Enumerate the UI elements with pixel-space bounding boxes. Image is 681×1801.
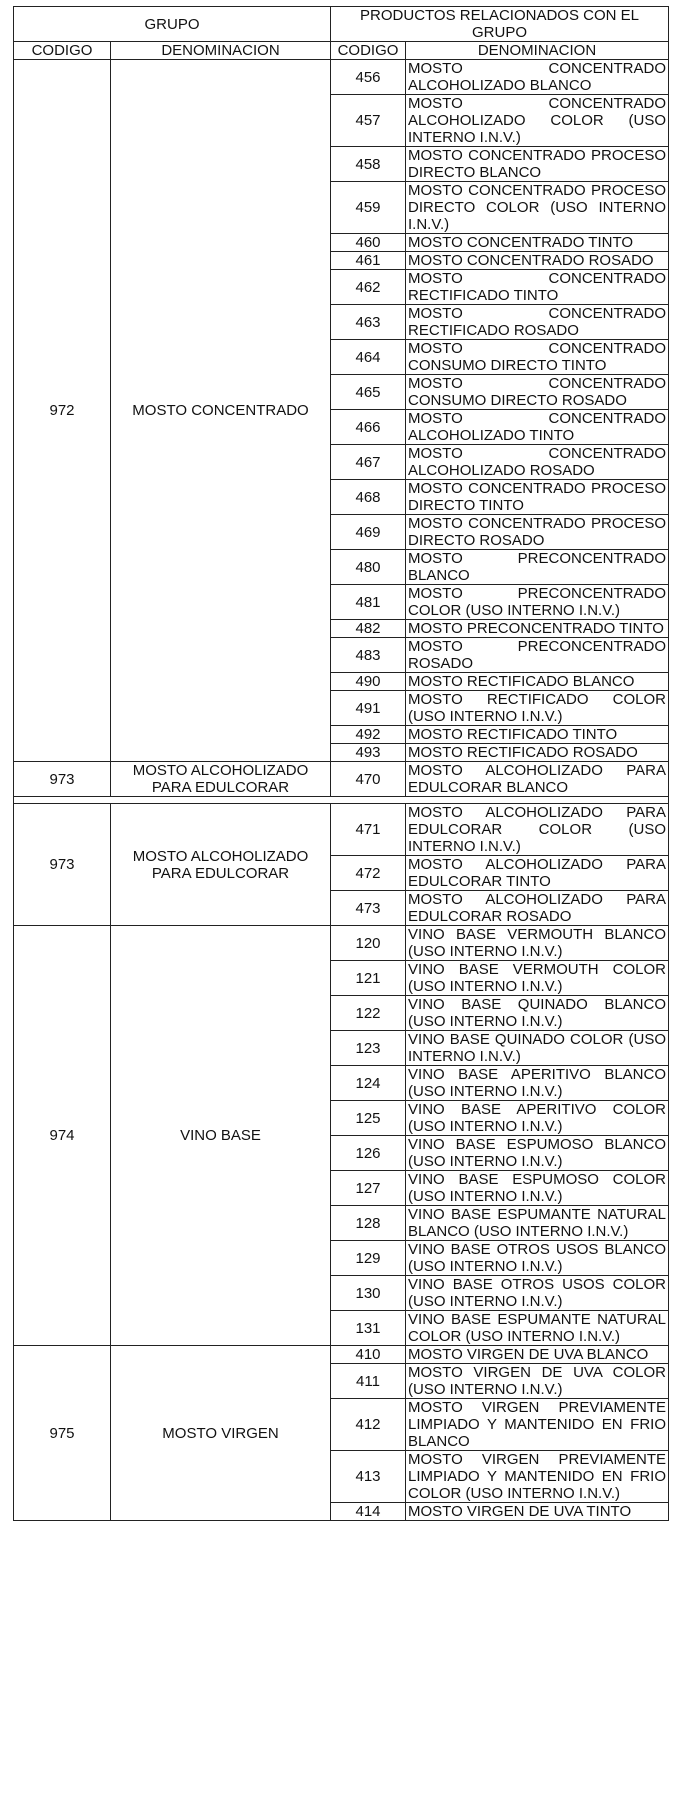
product-name: MOSTO PRECONCENTRADO BLANCO [406, 550, 669, 585]
product-code: 460 [331, 234, 406, 252]
header-grupo: GRUPO [14, 7, 331, 42]
product-name: MOSTO PRECONCENTRADO COLOR (USO INTERNO I.N.V.) [406, 585, 669, 620]
product-code: 491 [331, 691, 406, 726]
product-code: 459 [331, 182, 406, 234]
product-code: 467 [331, 445, 406, 480]
product-code: 128 [331, 1206, 406, 1241]
product-code: 465 [331, 375, 406, 410]
header-codigo: CODIGO [14, 42, 111, 60]
product-name: MOSTO CONCENTRADO TINTO [406, 234, 669, 252]
group-name: MOSTO ALCOHOLIZADO PARA EDULCORAR [111, 762, 331, 797]
product-name: MOSTO CONCENTRADO ROSADO [406, 252, 669, 270]
product-name: VINO BASE OTROS USOS COLOR (USO INTERNO I.N.V.) [406, 1276, 669, 1311]
product-code: 414 [331, 1503, 406, 1521]
product-code: 473 [331, 891, 406, 926]
group-code: 974 [14, 926, 111, 1346]
product-name: MOSTO RECTIFICADO TINTO [406, 726, 669, 744]
product-name: VINO BASE VERMOUTH BLANCO (USO INTERNO I.N.V.) [406, 926, 669, 961]
product-code: 131 [331, 1311, 406, 1346]
product-code: 461 [331, 252, 406, 270]
table-row [14, 60, 669, 95]
product-name: MOSTO CONCENTRADO PROCESO DIRECTO BLANCO [406, 147, 669, 182]
product-code: 468 [331, 480, 406, 515]
product-code: 480 [331, 550, 406, 585]
group-code: 972 [14, 60, 111, 762]
product-name: MOSTO ALCOHOLIZADO PARA EDULCORAR ROSADO [406, 891, 669, 926]
product-name: MOSTO ALCOHOLIZADO PARA EDULCORAR COLOR (USO INTERNO I.N.V.) [406, 804, 669, 856]
product-name: MOSTO CONCENTRADO RECTIFICADO ROSADO [406, 305, 669, 340]
product-code: 410 [331, 1346, 406, 1364]
product-code: 120 [331, 926, 406, 961]
product-name: MOSTO CONCENTRADO ALCOHOLIZADO BLANCO [406, 60, 669, 95]
product-name: VINO BASE ESPUMANTE NATURAL BLANCO (USO INTERNO I.N.V.) [406, 1206, 669, 1241]
product-name: MOSTO PRECONCENTRADO TINTO [406, 620, 669, 638]
product-name: MOSTO CONCENTRADO PROCESO DIRECTO COLOR (USO INTERNO I.N.V.) [406, 182, 669, 234]
product-code: 490 [331, 673, 406, 691]
product-name: MOSTO CONCENTRADO ALCOHOLIZADO ROSADO [406, 445, 669, 480]
product-name: VINO BASE QUINADO COLOR (USO INTERNO I.N.V.) [406, 1031, 669, 1066]
product-code: 462 [331, 270, 406, 305]
product-code: 411 [331, 1364, 406, 1399]
product-code: 457 [331, 95, 406, 147]
product-code: 469 [331, 515, 406, 550]
page-break-cell [14, 797, 669, 804]
product-name: VINO BASE APERITIVO COLOR (USO INTERNO I.N.V.) [406, 1101, 669, 1136]
product-name: VINO BASE ESPUMOSO BLANCO (USO INTERNO I.N.V.) [406, 1136, 669, 1171]
product-name: MOSTO ALCOHOLIZADO PARA EDULCORAR TINTO [406, 856, 669, 891]
header-denominacion-producto: DENOMINACION [406, 42, 669, 60]
product-code: 458 [331, 147, 406, 182]
product-name: MOSTO RECTIFICADO COLOR (USO INTERNO I.N.V.) [406, 691, 669, 726]
product-name: MOSTO CONCENTRADO PROCESO DIRECTO ROSADO [406, 515, 669, 550]
page-break-spacer [14, 797, 669, 804]
product-code: 413 [331, 1451, 406, 1503]
product-name: VINO BASE ESPUMOSO COLOR (USO INTERNO I.N.V.) [406, 1171, 669, 1206]
group-code: 975 [14, 1346, 111, 1521]
product-name: MOSTO RECTIFICADO BLANCO [406, 673, 669, 691]
product-name: MOSTO VIRGEN DE UVA COLOR (USO INTERNO I.N.V.) [406, 1364, 669, 1399]
header-codigo-producto: CODIGO [331, 42, 406, 60]
product-name: MOSTO VIRGEN DE UVA TINTO [406, 1503, 669, 1521]
product-code: 122 [331, 996, 406, 1031]
group-name: VINO BASE [111, 926, 331, 1346]
product-code: 472 [331, 856, 406, 891]
product-name: VINO BASE APERITIVO BLANCO (USO INTERNO I.N.V.) [406, 1066, 669, 1101]
product-name: MOSTO ALCOHOLIZADO PARA EDULCORAR BLANCO [406, 762, 669, 797]
product-name: MOSTO CONCENTRADO RECTIFICADO TINTO [406, 270, 669, 305]
table-row [14, 804, 669, 856]
product-code: 123 [331, 1031, 406, 1066]
group-code: 973 [14, 762, 111, 797]
header-denominacion: DENOMINACION [111, 42, 331, 60]
product-code: 464 [331, 340, 406, 375]
product-name: MOSTO VIRGEN PREVIAMENTE LIMPIADO Y MANTENIDO EN FRIO COLOR (USO INTERNO I.N.V.) [406, 1451, 669, 1503]
table-row [14, 1346, 669, 1364]
group-code: 973 [14, 804, 111, 926]
product-name: VINO BASE ESPUMANTE NATURAL COLOR (USO INTERNO I.N.V.) [406, 1311, 669, 1346]
table-row [14, 762, 669, 797]
table-header [14, 7, 669, 60]
product-name: MOSTO CONCENTRADO PROCESO DIRECTO TINTO [406, 480, 669, 515]
product-code: 126 [331, 1136, 406, 1171]
product-code: 121 [331, 961, 406, 996]
product-code: 127 [331, 1171, 406, 1206]
product-name: VINO BASE OTROS USOS BLANCO (USO INTERNO I.N.V.) [406, 1241, 669, 1276]
product-code: 125 [331, 1101, 406, 1136]
product-code: 456 [331, 60, 406, 95]
product-name: VINO BASE QUINADO BLANCO (USO INTERNO I.N.V.) [406, 996, 669, 1031]
product-name: MOSTO CONCENTRADO ALCOHOLIZADO COLOR (USO INTERNO I.N.V.) [406, 95, 669, 147]
product-name: MOSTO CONCENTRADO CONSUMO DIRECTO ROSADO [406, 375, 669, 410]
product-name: MOSTO CONCENTRADO CONSUMO DIRECTO TINTO [406, 340, 669, 375]
product-code: 412 [331, 1399, 406, 1451]
product-code: 463 [331, 305, 406, 340]
group-name: MOSTO VIRGEN [111, 1346, 331, 1521]
product-code: 129 [331, 1241, 406, 1276]
product-code: 492 [331, 726, 406, 744]
product-name: VINO BASE VERMOUTH COLOR (USO INTERNO I.N.V.) [406, 961, 669, 996]
product-code: 493 [331, 744, 406, 762]
product-code: 466 [331, 410, 406, 445]
product-code: 130 [331, 1276, 406, 1311]
product-name: MOSTO CONCENTRADO ALCOHOLIZADO TINTO [406, 410, 669, 445]
product-code: 481 [331, 585, 406, 620]
table-body [14, 60, 669, 1521]
product-code: 482 [331, 620, 406, 638]
group-name: MOSTO CONCENTRADO [111, 60, 331, 762]
product-code: 124 [331, 1066, 406, 1101]
product-name: MOSTO VIRGEN PREVIAMENTE LIMPIADO Y MANTENIDO EN FRIO BLANCO [406, 1399, 669, 1451]
product-code: 483 [331, 638, 406, 673]
product-code: 471 [331, 804, 406, 856]
product-name: MOSTO VIRGEN DE UVA BLANCO [406, 1346, 669, 1364]
product-group-table [13, 6, 669, 1521]
product-name: MOSTO PRECONCENTRADO ROSADO [406, 638, 669, 673]
table-row [14, 926, 669, 961]
product-name: MOSTO RECTIFICADO ROSADO [406, 744, 669, 762]
header-productos: PRODUCTOS RELACIONADOS CON EL GRUPO [331, 7, 669, 42]
group-name: MOSTO ALCOHOLIZADO PARA EDULCORAR [111, 804, 331, 926]
product-code: 470 [331, 762, 406, 797]
